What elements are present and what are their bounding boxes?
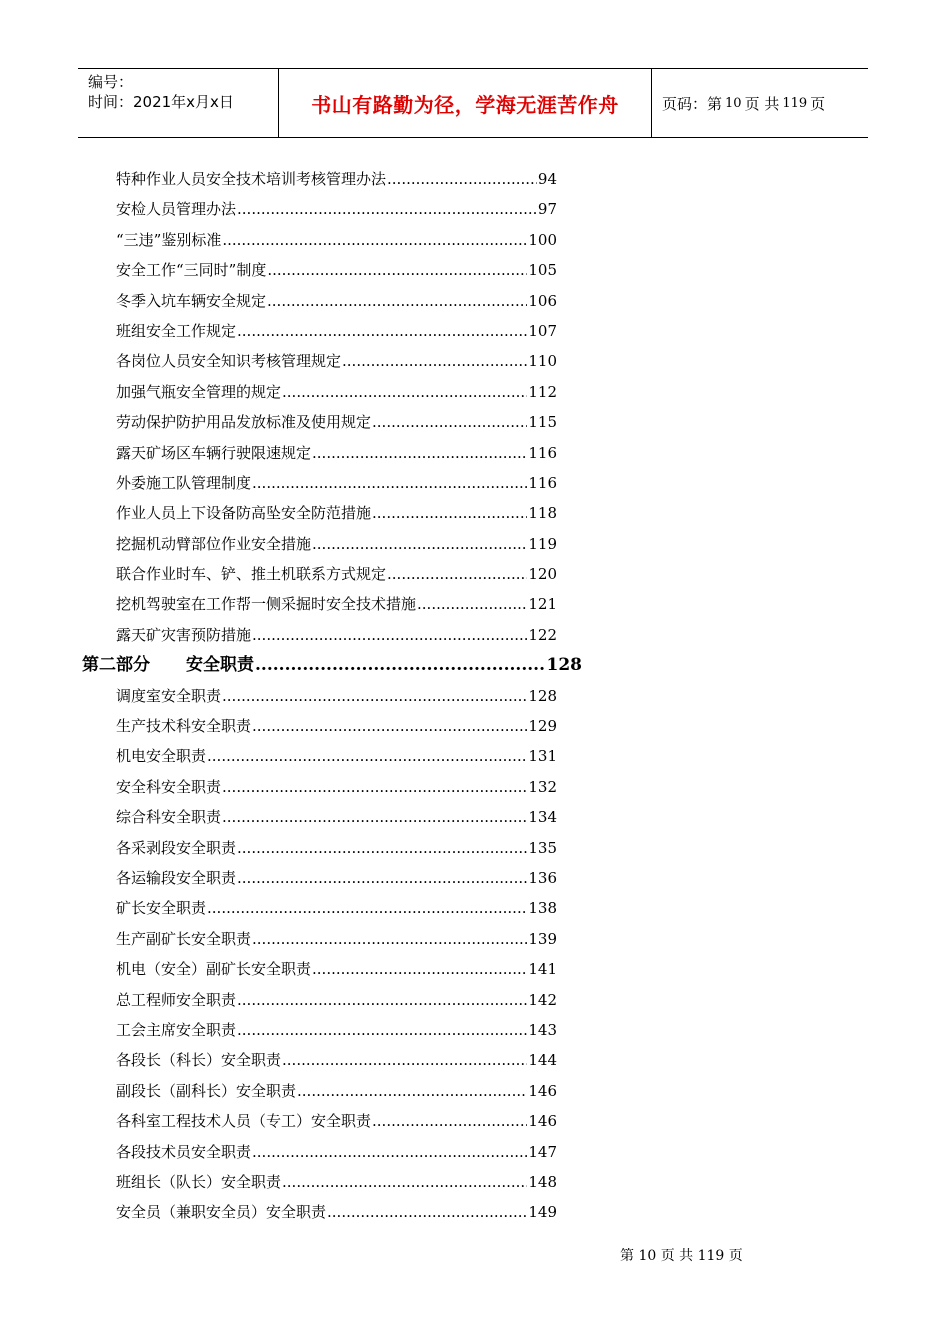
toc-entry[interactable] — [0, 1197, 950, 1227]
toc-page-number: 129 — [528, 717, 557, 736]
toc-page-number: 105 — [528, 261, 557, 280]
toc-entry[interactable] — [0, 316, 950, 346]
toc-entry-title: 副段长（副科长）安全职责 — [116, 1081, 297, 1100]
toc-leader-dots — [237, 985, 527, 1015]
toc-entry[interactable] — [0, 1137, 950, 1167]
toc-leader-dots — [222, 681, 527, 711]
toc-entry[interactable] — [0, 741, 950, 771]
toc-page-number: 147 — [528, 1142, 557, 1161]
toc-leader-dots — [222, 802, 527, 832]
toc-entry[interactable] — [0, 1045, 950, 1075]
time-label: 时间：2021年x月x日 — [88, 93, 234, 111]
toc-leader-dots — [387, 559, 527, 589]
toc-page-number: 97 — [537, 200, 557, 219]
toc-entry-title: 露天矿场区车辆行驶限速规定 — [116, 443, 312, 462]
toc-entry-title: 安检人员管理办法 — [116, 200, 237, 219]
toc-page-number: 121 — [528, 595, 557, 614]
toc-entry[interactable] — [0, 1015, 950, 1045]
toc-page-number: 120 — [528, 565, 557, 584]
toc-leader-dots — [372, 407, 527, 437]
toc-entry[interactable] — [0, 286, 950, 316]
toc-page-number: 138 — [528, 899, 557, 918]
toc-page-number: 144 — [528, 1051, 557, 1070]
toc-entry[interactable] — [0, 1167, 950, 1197]
toc-leader-dots — [312, 954, 527, 984]
toc-entry-title: 班组长（队长）安全职责 — [116, 1172, 282, 1191]
toc-leader-dots — [207, 893, 527, 923]
toc-page-number: 135 — [528, 838, 557, 857]
toc-entry-title: 冬季入坑车辆安全规定 — [116, 291, 267, 310]
header-meta — [78, 69, 279, 137]
toc-entry-title: 各科室工程技术人员（专工）安全职责 — [116, 1112, 372, 1131]
toc-entry[interactable] — [0, 589, 950, 619]
toc-entry-title: 调度室安全职责 — [116, 686, 222, 705]
toc-entry[interactable] — [0, 833, 950, 863]
toc-entry[interactable] — [0, 194, 950, 224]
toc-entry-title: 安全员（兼职安全员）安全职责 — [116, 1203, 327, 1222]
toc-leader-dots — [252, 924, 527, 954]
toc-entry-title: 各岗位人员安全知识考核管理规定 — [116, 352, 342, 371]
number-label: 编号： — [88, 73, 134, 91]
toc-page-number: 128 — [528, 686, 557, 705]
toc-entry-title: 总工程师安全职责 — [116, 990, 237, 1009]
toc-leader-dots — [372, 498, 527, 528]
toc-entry[interactable] — [0, 681, 950, 711]
toc-entry-title: 加强气瓶安全管理的规定 — [116, 382, 282, 401]
toc-page-number: 139 — [528, 929, 557, 948]
page-total: 119 — [782, 95, 808, 111]
toc-entry-title: 机电（安全）副矿长安全职责 — [116, 960, 312, 979]
toc-entry[interactable] — [0, 225, 950, 255]
toc-leader-dots — [372, 1106, 527, 1136]
toc-leader-dots — [255, 650, 546, 680]
toc-leader-dots — [237, 194, 537, 224]
toc-page-number: 142 — [528, 990, 557, 1009]
toc-entry[interactable] — [0, 954, 950, 984]
toc-leader-dots — [312, 529, 527, 559]
header-page-info — [652, 69, 868, 137]
toc-entry-title: 外委施工队管理制度 — [116, 473, 252, 492]
toc-entry[interactable] — [0, 772, 950, 802]
toc-entry-title: 劳动保护防护用品发放标准及使用规定 — [116, 413, 372, 432]
page-number: 10 — [725, 95, 742, 111]
toc-entry-title: 联合作业时车、铲、推土机联系方式规定 — [116, 565, 387, 584]
toc-leader-dots — [312, 438, 527, 468]
page-suffix: 页 — [810, 94, 826, 113]
toc-leader-dots — [252, 468, 527, 498]
toc-entry-title: 安全科安全职责 — [116, 777, 222, 796]
toc-entry[interactable] — [0, 438, 950, 468]
toc-page-number: 146 — [528, 1112, 557, 1131]
toc-entry[interactable] — [0, 985, 950, 1015]
toc-leader-dots — [282, 1167, 527, 1197]
part-label: 第二部分 — [82, 655, 150, 676]
toc-entry[interactable] — [0, 346, 950, 376]
toc-leader-dots — [252, 1137, 527, 1167]
toc-entry-title: 工会主席安全职责 — [116, 1020, 237, 1039]
toc-leader-dots — [252, 711, 527, 741]
table-of-contents — [0, 164, 950, 1228]
toc-entry[interactable] — [0, 255, 950, 285]
toc-entry[interactable] — [0, 802, 950, 832]
footer-page-text: 第 10 页 共 119 页 — [620, 1248, 743, 1264]
page-mid: 页 共 — [744, 94, 780, 113]
toc-page-number: 136 — [528, 868, 557, 887]
toc-entry[interactable] — [0, 529, 950, 559]
toc-entry[interactable] — [0, 863, 950, 893]
toc-entry[interactable] — [0, 711, 950, 741]
toc-page-number: 128 — [546, 655, 582, 676]
toc-entry[interactable] — [0, 924, 950, 954]
toc-entry-title: “三违”鉴别标准 — [116, 230, 222, 249]
header-motto: 书山有路勤为径，学海无涯苦作舟 — [279, 69, 652, 137]
toc-leader-dots — [237, 316, 527, 346]
page-header — [78, 68, 868, 138]
toc-leader-dots — [267, 255, 527, 285]
toc-leader-dots — [237, 1015, 527, 1045]
toc-page-number: 100 — [528, 230, 557, 249]
toc-entry-title: 各段技术员安全职责 — [116, 1142, 252, 1161]
toc-entry[interactable] — [0, 377, 950, 407]
toc-leader-dots — [282, 1045, 527, 1075]
toc-page-number: 106 — [528, 291, 557, 310]
toc-page-number: 141 — [528, 960, 557, 979]
toc-page-number: 119 — [528, 534, 557, 553]
toc-page-number: 107 — [528, 321, 557, 340]
toc-entry-title: 矿长安全职责 — [116, 899, 207, 918]
toc-page-number: 116 — [528, 473, 557, 492]
toc-entry-title: 综合科安全职责 — [116, 808, 222, 827]
toc-page-number: 112 — [528, 382, 557, 401]
toc-leader-dots — [222, 225, 527, 255]
toc-leader-dots — [267, 286, 527, 316]
toc-leader-dots — [207, 741, 527, 771]
toc-entry[interactable] — [0, 1076, 950, 1106]
toc-entry[interactable] — [0, 407, 950, 437]
toc-leader-dots — [237, 833, 527, 863]
toc-entry-title: 班组安全工作规定 — [116, 321, 237, 340]
toc-entry[interactable] — [0, 468, 950, 498]
toc-entry-title: 挖机驾驶室在工作帮一侧采掘时安全技术措施 — [116, 595, 417, 614]
toc-entry-title: 作业人员上下设备防高坠安全防范措施 — [116, 504, 372, 523]
toc-leader-dots — [297, 1076, 527, 1106]
toc-page-number: 143 — [528, 1020, 557, 1039]
toc-entry[interactable] — [0, 1106, 950, 1136]
toc-leader-dots — [222, 772, 527, 802]
page-prefix: 页码：第 — [662, 94, 723, 113]
toc-page-number: 115 — [528, 413, 557, 432]
toc-leader-dots — [342, 346, 527, 376]
toc-leader-dots — [282, 377, 527, 407]
toc-entry-title: 生产技术科安全职责 — [116, 717, 252, 736]
toc-entry-title: 各采剥段安全职责 — [116, 838, 237, 857]
toc-entry-title: 各段长（科长）安全职责 — [116, 1051, 282, 1070]
toc-page-number: 132 — [528, 777, 557, 796]
toc-page-number: 149 — [528, 1203, 557, 1222]
toc-entry-title: 特种作业人员安全技术培训考核管理办法 — [116, 170, 387, 188]
toc-page-number: 118 — [528, 504, 557, 523]
toc-page-number: 131 — [528, 747, 557, 766]
toc-page-number: 146 — [528, 1081, 557, 1100]
toc-leader-dots — [387, 164, 537, 194]
toc-entry[interactable] — [0, 498, 950, 528]
toc-page-number: 122 — [528, 625, 557, 644]
toc-leader-dots — [417, 589, 527, 619]
part-title: 安全职责 — [186, 655, 254, 676]
toc-leader-dots — [252, 620, 527, 650]
toc-entry-title: 机电安全职责 — [116, 747, 207, 766]
toc-page-number: 94 — [537, 170, 557, 188]
toc-entry-title: 挖掘机动臂部位作业安全措施 — [116, 534, 312, 553]
toc-entry-title: 露天矿灾害预防措施 — [116, 625, 252, 644]
toc-entry[interactable] — [0, 164, 950, 194]
toc-entry-title: 生产副矿长安全职责 — [116, 929, 252, 948]
toc-entry-title: 安全工作“三同时”制度 — [116, 261, 267, 280]
toc-entry[interactable] — [0, 893, 950, 923]
toc-page-number: 134 — [528, 808, 557, 827]
toc-entry[interactable] — [0, 559, 950, 589]
toc-part-heading[interactable] — [0, 650, 950, 680]
toc-entry[interactable] — [0, 620, 950, 650]
toc-leader-dots — [327, 1197, 527, 1227]
toc-entry-title: 各运输段安全职责 — [116, 868, 237, 887]
toc-page-number: 116 — [528, 443, 557, 462]
toc-page-number: 110 — [528, 352, 557, 371]
toc-leader-dots — [237, 863, 527, 893]
toc-page-number: 148 — [528, 1172, 557, 1191]
